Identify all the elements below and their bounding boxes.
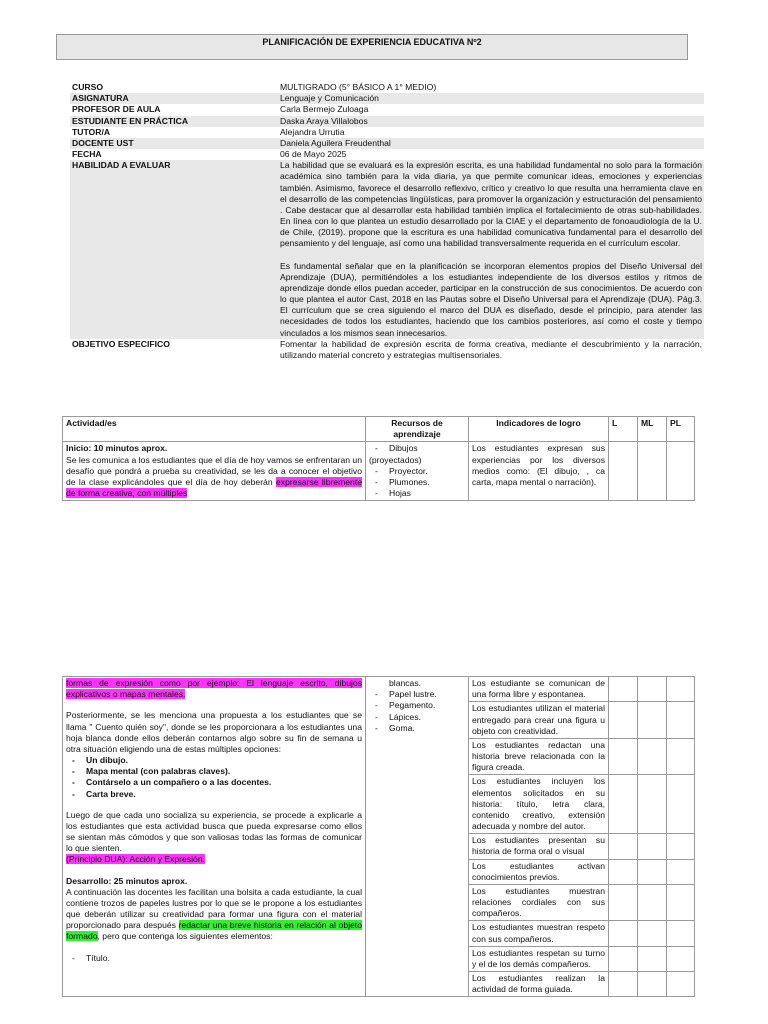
score-l-cell xyxy=(609,677,638,702)
score-ml-cell xyxy=(638,884,667,921)
indicador-cell: Los estudiantes utilizan el material entregado para crear una figura u objeto con creatividad. xyxy=(469,702,609,739)
option-item: - Carta breve. xyxy=(66,789,362,800)
score-l-cell xyxy=(609,442,638,501)
luego-highlight: (Principio DUA): Acción y Expresión. xyxy=(66,854,205,865)
indicador-cell: Los estudiantes incluyen los elementos solicitados en su historia: título, letra clara, contenido creativo, extensión adecuada y nombre del autor. xyxy=(469,775,609,834)
score-pl-cell xyxy=(667,442,695,501)
score-ml-cell xyxy=(638,921,667,946)
activity-inicio xyxy=(63,442,366,501)
desarrollo-title: Desarrollo: 25 minutos aprox. xyxy=(66,875,188,886)
recursos-cell xyxy=(366,442,469,501)
score-l-cell xyxy=(609,834,638,859)
info-value: Daska Araya Villalobos xyxy=(278,116,704,127)
info-row-habilidad xyxy=(70,160,704,339)
info-key: HABILIDAD A EVALUAR xyxy=(70,160,278,339)
score-ml-cell xyxy=(638,834,667,859)
indicador-cell: Los estudiantes muestran respeto con sus compañeros. xyxy=(469,921,609,946)
desarrollo-tail: , pero que contenga los siguientes elementos: xyxy=(97,931,273,942)
objetivo-text: Fomentar la habilidad de expresión escrita de forma creativa, mediante el descubrimiento y la narración, utilizando material concreto y estrategias multisensoriales. xyxy=(280,338,702,360)
option-item: - Mapa mental (con palabras claves). xyxy=(66,766,362,777)
activity-table-page-1 xyxy=(62,416,695,501)
info-key: ESTUDIANTE EN PRÁCTICA xyxy=(70,116,278,127)
score-l-cell xyxy=(609,859,638,884)
habilidad-paragraph-2: Es fundamental señalar que en la planificación se incorporan elementos propios del Diseño Universal del Aprendizaje (DUA), permitiéndoles a los estudiantes independiente de los diversos estilos y ritmos de aprendizaje donde ellos puedan acceder, participar en la construcción de sus conocimientos. De acuerdo con lo que plantea el autor Cast, 2018 en las Pautas sobre el Diseño Universal para el Aprendizaje (DUA). Pág.3. El currículum que se crea siguiendo el marco del DUA es diseñado, desde el principio, para atender las necesidades de todos los estudiantes, haciendo que los cambios posteriores, así como el coste y tiempo vinculados a los mismos sean innecesarios. xyxy=(280,260,702,338)
continuation-highlight: formas de expresión como por ejemplo: El lenguaje escrito, dibujos explicativos o mapas mentales. xyxy=(66,678,362,700)
score-ml-cell xyxy=(638,738,667,775)
score-ml-cell xyxy=(638,702,667,739)
inicio-title: Inicio: 10 minutos aprox. xyxy=(66,443,168,454)
info-key: PROFESOR DE AULA xyxy=(72,104,161,115)
info-row-docente xyxy=(70,138,704,149)
option-item: - Un dibujo. xyxy=(66,755,362,766)
score-pl-cell xyxy=(667,702,695,739)
desarrollo-highlight: redactar una breve historia en relación al objeto formado xyxy=(66,920,362,942)
info-value: Alejandra Urrutia xyxy=(280,126,345,137)
habilidad-text xyxy=(278,160,704,339)
recurso-item: - Pegamento. xyxy=(369,700,465,711)
recurso-item: - Proyector. xyxy=(369,466,465,477)
header-indicadores: Indicadores de logro xyxy=(469,417,609,442)
indicador-cell: Los estudiantes realizan la actividad de forma guiada. xyxy=(469,972,609,997)
score-l-cell xyxy=(609,946,638,971)
info-row-objetivo xyxy=(70,339,704,361)
recurso-item: - Goma. xyxy=(369,723,465,734)
activity-row xyxy=(63,442,695,501)
recurso-item: - Plumones. xyxy=(369,477,465,488)
header-l: L xyxy=(609,417,638,442)
recurso-continuation: blancas. xyxy=(389,678,422,688)
score-pl-cell xyxy=(667,834,695,859)
header-ml: ML xyxy=(638,417,667,442)
document-title: PLANIFICACIÓN DE EXPERIENCIA EDUCATIVA Nº2 xyxy=(262,37,482,47)
indicador-cell: Los estudiantes redactan una historia breve relacionada con la figura creada. xyxy=(469,738,609,775)
score-ml-cell xyxy=(638,972,667,997)
recursos-list xyxy=(369,689,465,734)
luego-paragraph xyxy=(66,810,362,866)
info-row-asignatura xyxy=(70,93,704,104)
score-ml-cell xyxy=(638,442,667,501)
score-pl-cell xyxy=(667,946,695,971)
score-ml-cell xyxy=(638,775,667,834)
desarrollo-paragraph xyxy=(66,887,362,943)
info-row-estudiante xyxy=(70,116,704,127)
header-recursos: Recursos de aprendizaje xyxy=(366,417,469,442)
score-l-cell xyxy=(609,921,638,946)
score-pl-cell xyxy=(667,677,695,702)
course-info-table xyxy=(70,82,704,361)
activity-header-row xyxy=(63,417,695,442)
recurso-item: - Dibujos (proyectados) xyxy=(369,443,465,465)
score-l-cell xyxy=(609,972,638,997)
recursos-cell xyxy=(366,677,469,997)
indicador-cell: Los estudiantes activan conocimientos previos. xyxy=(469,859,609,884)
info-value: Carla Bermejo Zuloaga xyxy=(280,104,369,115)
indicador-cell: Los estudiantes presentan su historia de forma oral o visual xyxy=(469,834,609,859)
score-ml-cell xyxy=(638,859,667,884)
info-key: OBJETIVO ESPECIFICO xyxy=(72,338,170,349)
info-value: MULTIGRADO (5° BÁSICO A 1° MEDIO) xyxy=(280,82,437,92)
info-key: CURSO xyxy=(72,82,104,92)
info-row-profesor xyxy=(70,104,704,115)
info-row-fecha xyxy=(70,149,704,160)
score-l-cell xyxy=(609,702,638,739)
activity-row xyxy=(63,677,695,702)
header-pl: PL xyxy=(667,417,695,442)
recurso-item: - Hojas xyxy=(369,488,465,499)
recurso-item: - Papel lustre. xyxy=(369,689,465,700)
activity-table-page-2 xyxy=(62,676,695,997)
info-key: TUTOR/A xyxy=(72,126,111,137)
info-key: FECHA xyxy=(72,149,102,160)
score-pl-cell xyxy=(667,775,695,834)
info-row-tutor xyxy=(70,127,704,138)
inicio-text: Se les comunica a los estudiantes que el día de hoy vamos se enfrentaran un desafío que pondrá a prueba su creatividad, se les da a conocer el objetivo de la clase explicándoles que el día de hoy deberán xyxy=(66,454,362,487)
info-key: ASIGNATURA xyxy=(70,93,278,104)
score-pl-cell xyxy=(667,738,695,775)
posteriormente-text: Posteriormente, se les menciona una propuesta a los estudiantes que se llama " Cuento quién soy", donde se les proporcionara a los estudiantes una hoja blanca donde ellos deberán contarnos algo sobre su fin de semana u otra situación eligiendo una de estas múltiples opciones: xyxy=(66,710,362,754)
activity-continuation xyxy=(63,677,366,997)
indicador-cell: Los estudiante se comunican de una forma libre y espontanea. xyxy=(469,677,609,702)
inicio-highlight: expresarse libremente de forma creativa, con múltiples xyxy=(66,476,363,499)
info-value: Lenguaje y Comunicación xyxy=(278,93,704,104)
score-l-cell xyxy=(609,775,638,834)
score-l-cell xyxy=(609,738,638,775)
score-ml-cell xyxy=(638,677,667,702)
score-pl-cell xyxy=(667,859,695,884)
score-ml-cell xyxy=(638,946,667,971)
score-pl-cell xyxy=(667,972,695,997)
options-list xyxy=(66,755,362,800)
indicador-cell: Los estudiantes muestran relaciones cordiales con sus compañeros. xyxy=(469,884,609,921)
recursos-list xyxy=(369,443,465,499)
option-item: - Contárselo a un compañero o a las docentes. xyxy=(66,777,362,788)
desarrollo-text: A continuación las docentes les facilitan una bolsita a cada estudiante, la cual contiene trozos de papeles lustres por lo que se le propone a los estudiantes que deberán utilizar su creatividad para formar una figura con el material proporcionado para después xyxy=(66,886,362,931)
elements-list xyxy=(66,953,362,964)
element-item: - Título. xyxy=(66,953,362,964)
score-l-cell xyxy=(609,884,638,921)
indicador-cell: Los estudiantes respetan su turno y el de los demás compañeros. xyxy=(469,946,609,971)
info-value: Daniela Aguilera Freudenthal xyxy=(278,138,704,149)
luego-text: Luego de que cada uno socializa su experiencia, se procede a explicarle a los estudiantes que esta actividad busca que pueda expresarse como ellos se sientan más cómodos y que son valiosas todas las formas de comunicar lo que sienten. xyxy=(66,809,362,854)
recurso-item: - Lápices. xyxy=(369,712,465,723)
info-value: 06 de Mayo 2025 xyxy=(280,149,347,160)
score-pl-cell xyxy=(667,921,695,946)
info-row-curso xyxy=(70,82,704,93)
indicador-cell: Los estudiantes expresan sus experiencias por los diversos medios como: (El dibujo, , ca carta, mapa mental o narración). xyxy=(469,442,609,501)
info-key: DOCENTE UST xyxy=(70,138,278,149)
document-title-box xyxy=(56,34,688,60)
score-pl-cell xyxy=(667,884,695,921)
habilidad-paragraph-1: La habilidad que se evaluará es la expresión escrita, es una habilidad fundamental no solo para la formación académica sino también para la vida diaria, ya que permite comunicar ideas, emociones y experiencias también. Asimismo, favorece el desarrollo reflexivo, crítico y creativo lo que resulta una herramienta clave en el desarrollo de las competencias lingüísticas, para promover la organización y estructuración del pensamiento . Cabe destacar que al desarrollar esta habilidad también implica el fortalecimiento de otras sub-habilidades. En línea con lo que plantea un estudio desarrollado por la CIAE y el departamento de fonoaudiología de la U. de Chile, (2019). propone que la escritura es una habilidad comunicativa fundamental para el desarrollo del pensamiento y del lenguaje, así como una habilidad transversalmente requerida en el currículum escolar. xyxy=(280,160,702,249)
header-actividad: Actividad/es xyxy=(63,417,366,442)
